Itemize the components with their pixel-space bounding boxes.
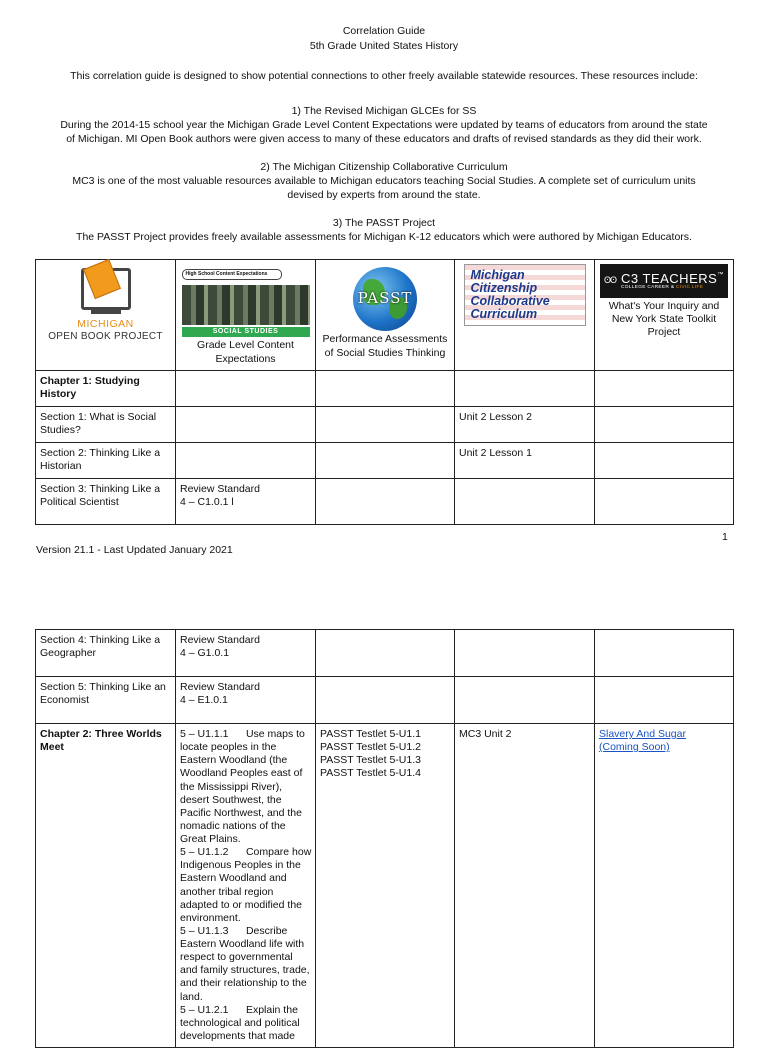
- students-photo: [182, 285, 310, 325]
- c3-trademark: ™: [717, 271, 724, 278]
- version-text: Version 21.1 - Last Updated January 2021: [36, 544, 233, 556]
- passt-testlet: PASST Testlet 5-U1.4: [320, 767, 421, 780]
- passt-testlet: PASST Testlet 5-U1.2: [320, 741, 421, 754]
- passt-mark: PASST: [357, 289, 413, 308]
- document-subtitle: 5th Grade United States History: [309, 40, 459, 52]
- section-3-standard: [176, 478, 316, 524]
- table-row: [36, 630, 734, 677]
- chapter-2-c3: [595, 724, 734, 1048]
- section-4-title: Section 4: Thinking Like a Geographer: [36, 630, 176, 677]
- table-row: [36, 442, 734, 478]
- section-2-mc3: Unit 2 Lesson 1: [455, 442, 595, 478]
- logo-row: [36, 260, 734, 371]
- passt-caption: Performance Assessments of Social Studies Thinking: [322, 333, 448, 359]
- standard-u1-1-3: 5 – U1.1.3 Describe Eastern Woodland life with respect to governmental and family structures, trade, and their relationship to the land.: [180, 924, 313, 1003]
- link-line1: Slavery And Sugar: [599, 728, 686, 740]
- resource-2-line1: MC3 is one of the most valuable resources available to Michigan educators teaching Social Studies. A complete set of curriculum units: [72, 175, 696, 187]
- correlation-table-page1: [35, 259, 734, 525]
- section-5-standard-label: Review Standard: [180, 681, 260, 693]
- mobp-logo-cell: [36, 260, 176, 371]
- open-book-project-logo: [40, 264, 171, 344]
- section-4-standard-label: Review Standard: [180, 634, 260, 646]
- section-1-title: Section 1: What is Social Studies?: [36, 406, 176, 442]
- chapter-2-title: Chapter 2: Three Worlds Meet: [36, 724, 176, 1048]
- table-row: [36, 677, 734, 724]
- mc3-logo-cell: [455, 260, 595, 371]
- passt-testlet: PASST Testlet 5-U1.1: [320, 728, 421, 740]
- c3-title: C3 TEACHERS: [621, 270, 718, 286]
- standard-u1-2-1: 5 – U1.2.1 Explain the technological and political developments that made: [180, 1003, 303, 1042]
- slavery-and-sugar-link[interactable]: [599, 728, 686, 753]
- resource-1-line1: During the 2014-15 school year the Michigan Grade Level Content Expectations were updated by teams of educators from around the state: [60, 119, 708, 131]
- c3-logo-cell: [595, 260, 734, 371]
- section-5-standard-code: 4 – E1.0.1: [180, 694, 228, 707]
- resource-3-heading: 3) The PASST Project: [332, 217, 436, 229]
- table-row: [36, 406, 734, 442]
- section-3-title: Section 3: Thinking Like a Political Scientist: [36, 478, 176, 524]
- resource-1-heading: 1) The Revised Michigan GLCEs for SS: [291, 105, 477, 117]
- resource-1-line2: of Michigan. MI Open Book authors were given access to many of these educators and drafts of revised standards as they did their work.: [66, 133, 702, 145]
- glce-caption: Grade Level Content Expectations: [197, 339, 294, 365]
- glce-logo-cell: [176, 260, 316, 371]
- section-2-title: Section 2: Thinking Like a Historian: [36, 442, 176, 478]
- standard-u1-1-2: 5 – U1.1.2 Compare how Indigenous Peoples in the Eastern Woodland and another tribal region adapted to or modified the environment.: [180, 846, 315, 924]
- section-5-title: Section 5: Thinking Like an Economist: [36, 677, 176, 724]
- resource-3-line1: The PASST Project provides freely available assessments for Michigan K-12 educators which were authored by Michigan Educators.: [76, 231, 692, 243]
- mobp-line1: MICHIGAN: [77, 318, 134, 330]
- section-4-standard: [176, 630, 316, 677]
- passt-logo-cell: [316, 260, 455, 371]
- section-3-standard-code: 4 – C1.0.1 l: [180, 495, 234, 508]
- c3-tagline-b: CIVIC LIFE: [675, 284, 704, 290]
- passt-testlet: PASST Testlet 5-U1.3: [320, 754, 421, 767]
- glce-logo: [182, 269, 310, 337]
- mc3-logo: [464, 264, 586, 326]
- passt-globe-logo: [350, 267, 420, 331]
- chapter-1-title: Chapter 1: Studying History: [36, 370, 176, 406]
- standard-u1-1-1: 5 – U1.1.1 Use maps to locate peoples in the Eastern Woodland (the Woodland Peoples east of the Mississippi River), desert Southwest, the Pacific Northwest, and the nomadic nations of the Great Plains.: [180, 728, 308, 845]
- glce-band: SOCIAL STUDIES: [182, 327, 310, 338]
- mc3-line1: Michigan: [470, 268, 525, 282]
- link-line2: (Coming Soon): [599, 741, 670, 754]
- chapter-2-mc3: MC3 Unit 2: [455, 724, 595, 1048]
- c3-tagline-a: COLLEGE CAREER &: [621, 284, 676, 290]
- table-row: [36, 724, 734, 1048]
- page-number: 1: [722, 531, 728, 543]
- owl-icon: ʘʘ: [604, 275, 617, 286]
- chapter-2-standards: [176, 724, 316, 1048]
- intro-text: This correlation guide is designed to show potential connections to other freely available statewide resources. These resources include:: [70, 70, 698, 82]
- section-3-standard-label: Review Standard: [180, 482, 260, 495]
- section-5-standard: [176, 677, 316, 724]
- mobp-line2: OPEN BOOK PROJECT: [48, 331, 163, 343]
- table-row: [36, 478, 734, 524]
- mc3-line4: Curriculum: [470, 307, 538, 322]
- document-title: Correlation Guide: [342, 25, 426, 37]
- chapter-2-passt: [316, 724, 455, 1048]
- section-4-standard-code: 4 – G1.0.1: [180, 647, 230, 660]
- resource-2-heading: 2) The Michigan Citizenship Collaborative Curriculum: [260, 161, 508, 173]
- c3-caption: What's Your Inquiry and New York State Toolkit Project: [608, 300, 720, 339]
- mc3-line2: Citizenship: [470, 281, 538, 296]
- c3-teachers-logo: [600, 264, 728, 298]
- correlation-table-page2: [35, 629, 734, 1048]
- laptop-book-icon: [81, 268, 131, 310]
- table-row: [36, 370, 734, 406]
- glce-header: High School Content Expectations: [182, 269, 282, 279]
- section-1-mc3: Unit 2 Lesson 2: [455, 406, 595, 442]
- resource-2-line2: devised by experts from around the state.: [287, 189, 481, 201]
- mc3-line3: Collaborative: [470, 294, 550, 309]
